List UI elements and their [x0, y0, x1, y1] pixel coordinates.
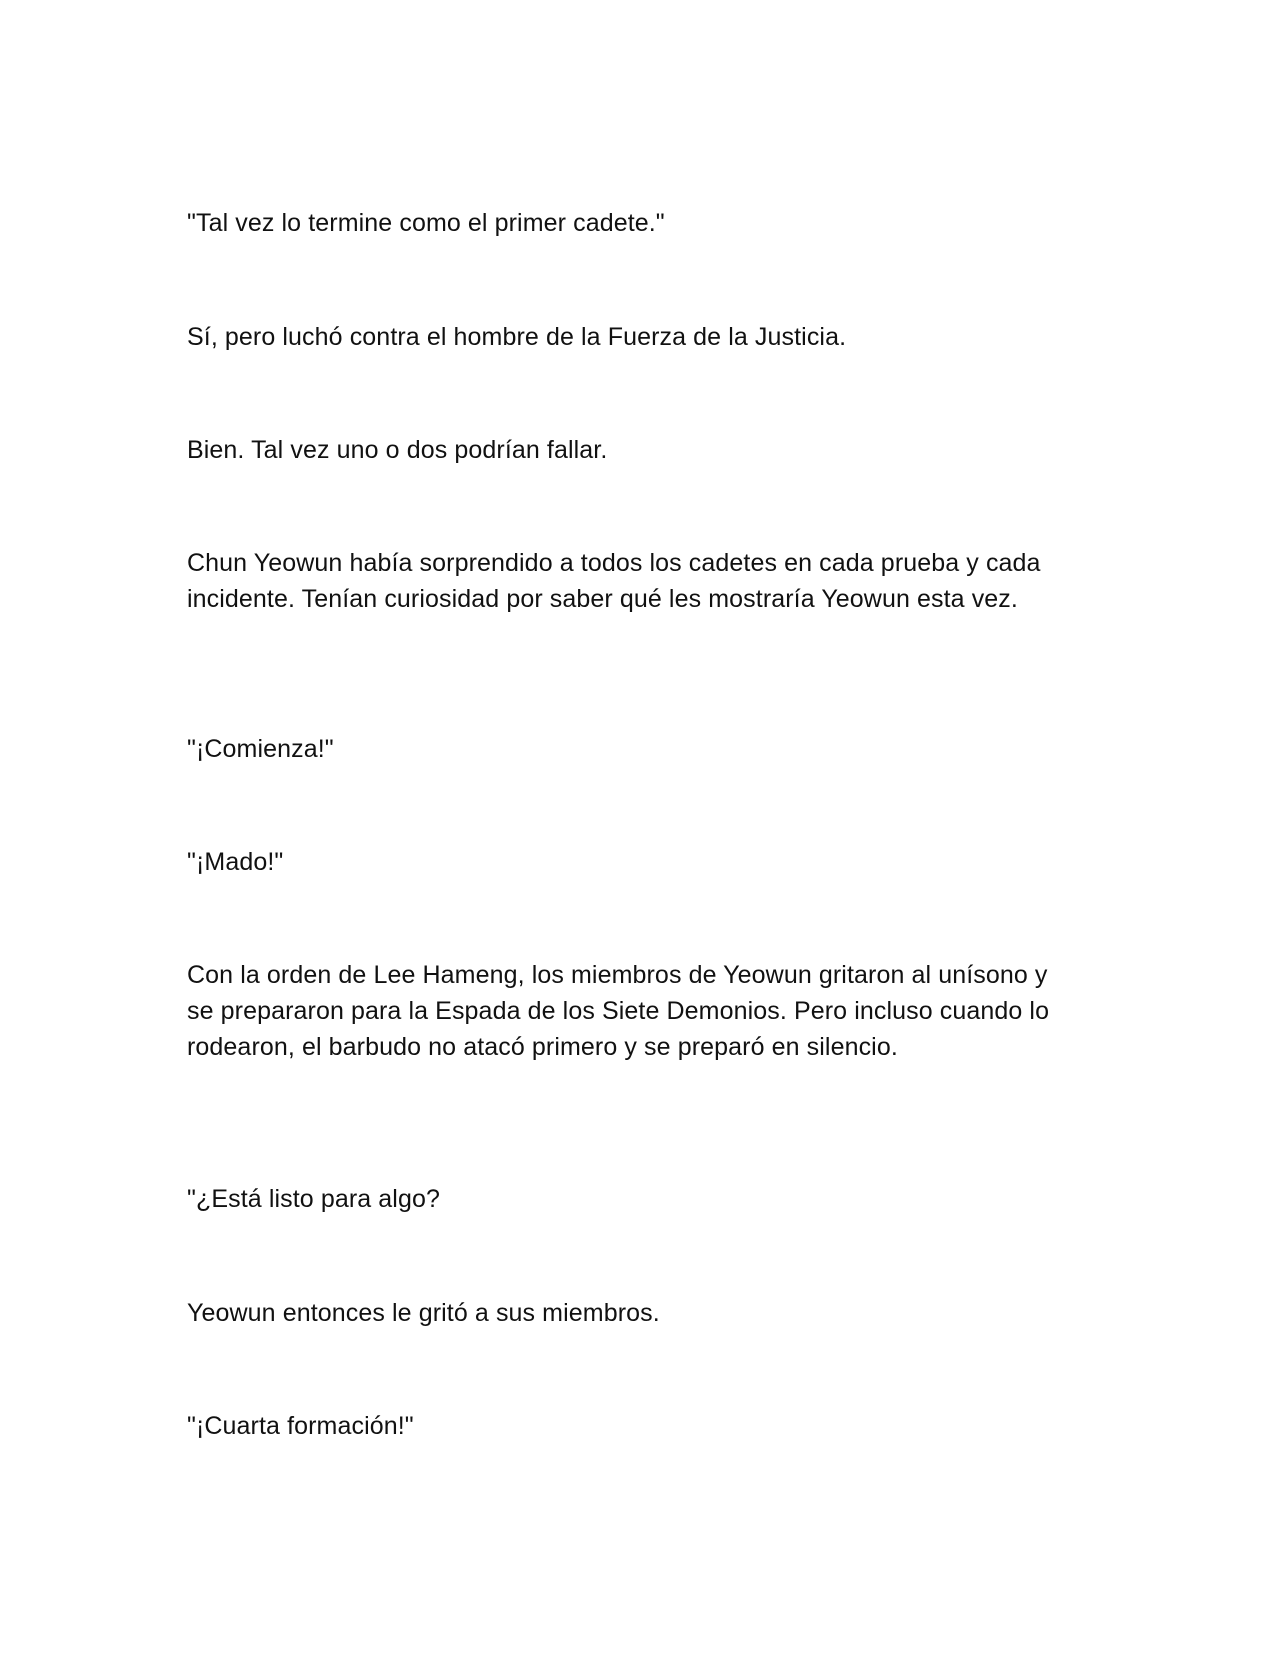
paragraph-10: "¡Cuarta formación!" [187, 1412, 414, 1440]
paragraph-2: Sí, pero luchó contra el hombre de la Fuerza de la Justicia. [187, 323, 847, 351]
paragraph-5: "¡Comienza!" [187, 735, 334, 763]
paragraph-7: Con la orden de Lee Hameng, los miembros de Yeowun gritaron al unísono y se prepararon para la Espada de los Siete Demonios. Pero incluso cuando lo rodearon, el barbudo no atacó primero y se preparó en silencio. [187, 961, 1050, 1061]
paragraph-1: "Tal vez lo termine como el primer cadete." [187, 209, 665, 237]
paragraph-3: Bien. Tal vez uno o dos podrían fallar. [187, 436, 608, 464]
paragraph-8: "¿Está listo para algo? [187, 1185, 440, 1213]
paragraph-4: Chun Yeowun había sorprendido a todos los cadetes en cada prueba y cada incidente. Tenían curiosidad por saber qué les mostraría Yeowun esta vez. [187, 549, 1041, 613]
paragraph-9: Yeowun entonces le gritó a sus miembros. [187, 1299, 660, 1327]
paragraph-6: "¡Mado!" [187, 848, 284, 876]
